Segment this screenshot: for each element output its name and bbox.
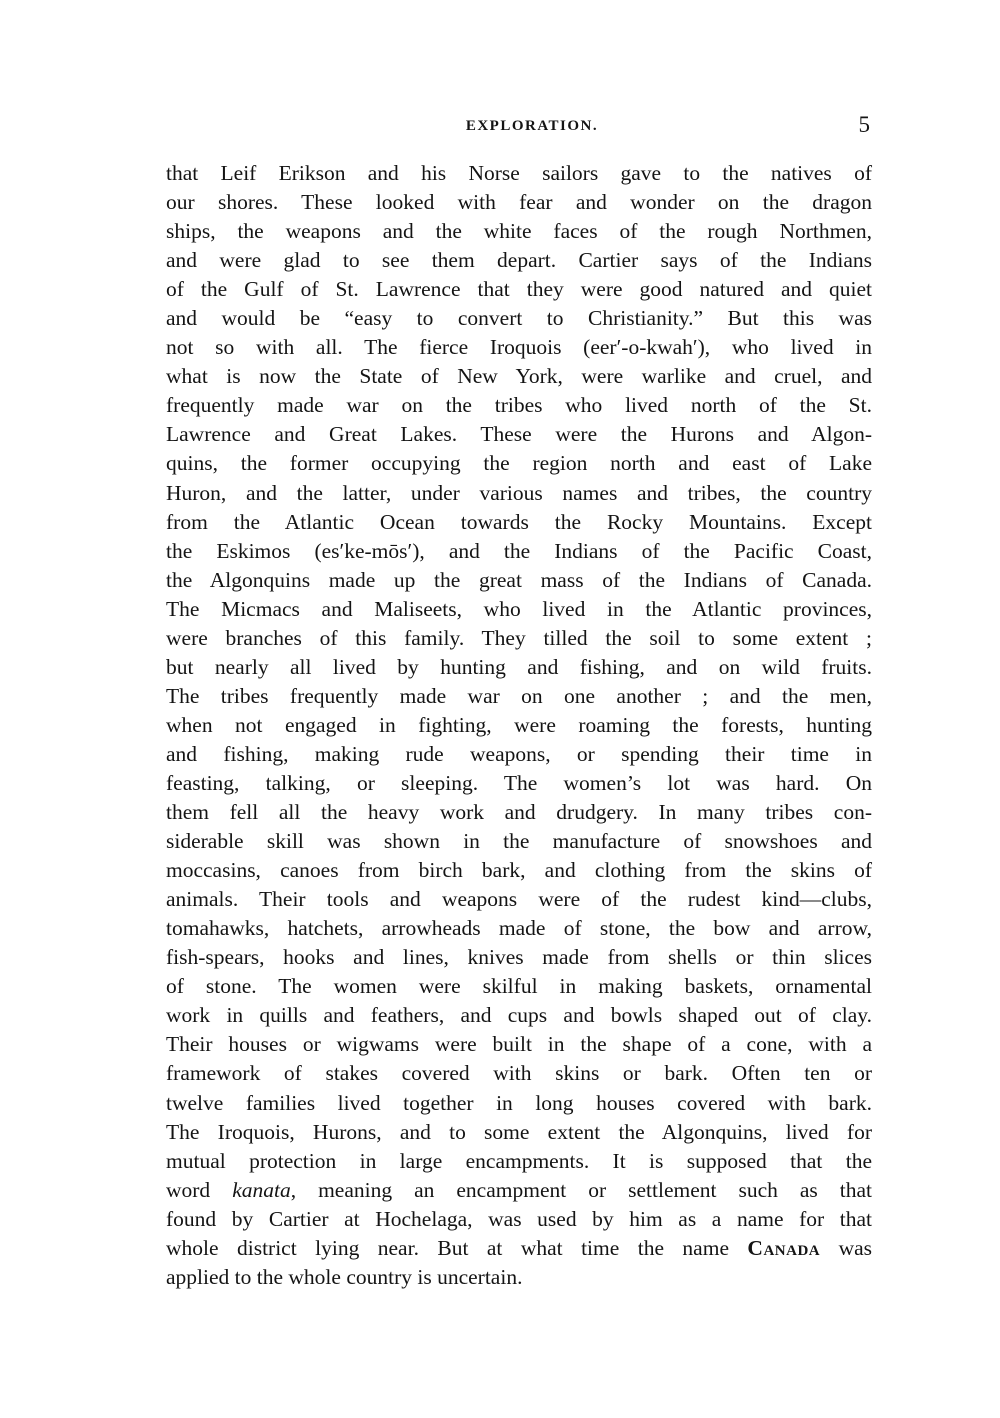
text-line: ships, the weapons and the white faces of the rough Northmen, [166, 219, 872, 244]
text-line: were branches of this family. They tilled the soil to some extent ; [166, 625, 872, 650]
text-line: that Leif Erikson and his Norse sailors gave to the natives of [166, 161, 872, 185]
text-line: The Iroquois, Hurons, and to some extent the Algonquins, lived for [166, 1119, 872, 1144]
text-line: but nearly all lived by hunting and fishing, and on wild fruits. [166, 654, 872, 679]
small-caps-term: Canada [747, 1235, 821, 1260]
text-line: Huron, and the latter, under various names and tribes, the country [166, 480, 872, 505]
text-line: applied to the whole country is uncertain. [166, 1264, 523, 1289]
text-line: found by Cartier at Hochelaga, was used by him as a name for that [166, 1206, 872, 1231]
text-line: feasting, talking, or sleeping. The women’s lot was hard. On [166, 770, 872, 795]
text-line: them fell all the heavy work and drudgery. In many tribes con- [166, 800, 872, 825]
text-line: our shores. These looked with fear and wonder on the dragon [166, 190, 872, 215]
text-line: moccasins, canoes from birch bark, and clothing from the skins of [166, 858, 872, 883]
text-line: animals. Their tools and weapons were of the rudest kind—clubs, [166, 887, 872, 912]
text-line: of the Gulf of St. Lawrence that they were good natured and quiet [166, 277, 872, 302]
text-line: fish-spears, hooks and lines, knives made from shells or thin slices [166, 945, 872, 970]
text-line [166, 1176, 872, 1205]
text-line: not so with all. The fierce Iroquois (eer′-o-kwah′), who lived in [166, 335, 872, 360]
text-line: siderable skill was shown in the manufacture of snowshoes and [166, 829, 872, 854]
text-fragment: whole district lying near. But at what time the name [166, 1235, 748, 1260]
text-line: The tribes frequently made war on one another ; and the men, [166, 683, 872, 708]
text-fragment: was [820, 1235, 872, 1260]
text-line: work in quills and feathers, and cups and bowls shaped out of clay. [166, 1003, 872, 1028]
text-line: and were glad to see them depart. Cartier says of the Indians [166, 248, 872, 273]
text-line: and would be “easy to convert to Christianity.” But this was [166, 306, 872, 331]
running-title: EXPLORATION. [465, 118, 599, 134]
page-number: 5 [858, 112, 870, 137]
text-line: quins, the former occupying the region north and east of Lake [166, 451, 872, 476]
text-line: what is now the State of New York, were warlike and cruel, and [166, 364, 872, 389]
text-line: the Algonquins made up the great mass of the Indians of Canada. [166, 567, 872, 592]
text-line: of stone. The women were skilful in making baskets, ornamental [166, 974, 872, 999]
text-line: when not engaged in fighting, were roaming the forests, hunting [166, 712, 872, 737]
text-line: mutual protection in large encampments. It is supposed that the [166, 1148, 872, 1173]
text-line: and fishing, making rude weapons, or spending their time in [166, 741, 872, 766]
italic-term: kanata [232, 1177, 291, 1202]
text-line: the Eskimos (es′ke-mōs′), and the Indians of the Pacific Coast, [166, 538, 872, 563]
text-fragment: word [166, 1177, 233, 1202]
text-line: from the Atlantic Ocean towards the Rocky Mountains. Except [166, 509, 872, 534]
text-line: tomahawks, hatchets, arrowheads made of stone, the bow and arrow, [166, 916, 872, 941]
text-line [166, 1234, 872, 1263]
body-text [166, 159, 872, 1292]
text-line: Their houses or wigwams were built in the shape of a cone, with a [166, 1032, 872, 1057]
text-line: The Micmacs and Maliseets, who lived in the Atlantic provinces, [166, 596, 872, 621]
text-line: framework of stakes covered with skins or bark. Often ten or [166, 1061, 872, 1086]
text-line: twelve families lived together in long houses covered with bark. [166, 1090, 872, 1115]
text-line: frequently made war on the tribes who lived north of the St. [166, 393, 872, 418]
text-line: Lawrence and Great Lakes. These were the Hurons and Algon- [166, 422, 872, 447]
text-fragment: , meaning an encampment or settlement such as that [290, 1177, 873, 1202]
running-head [166, 112, 870, 142]
